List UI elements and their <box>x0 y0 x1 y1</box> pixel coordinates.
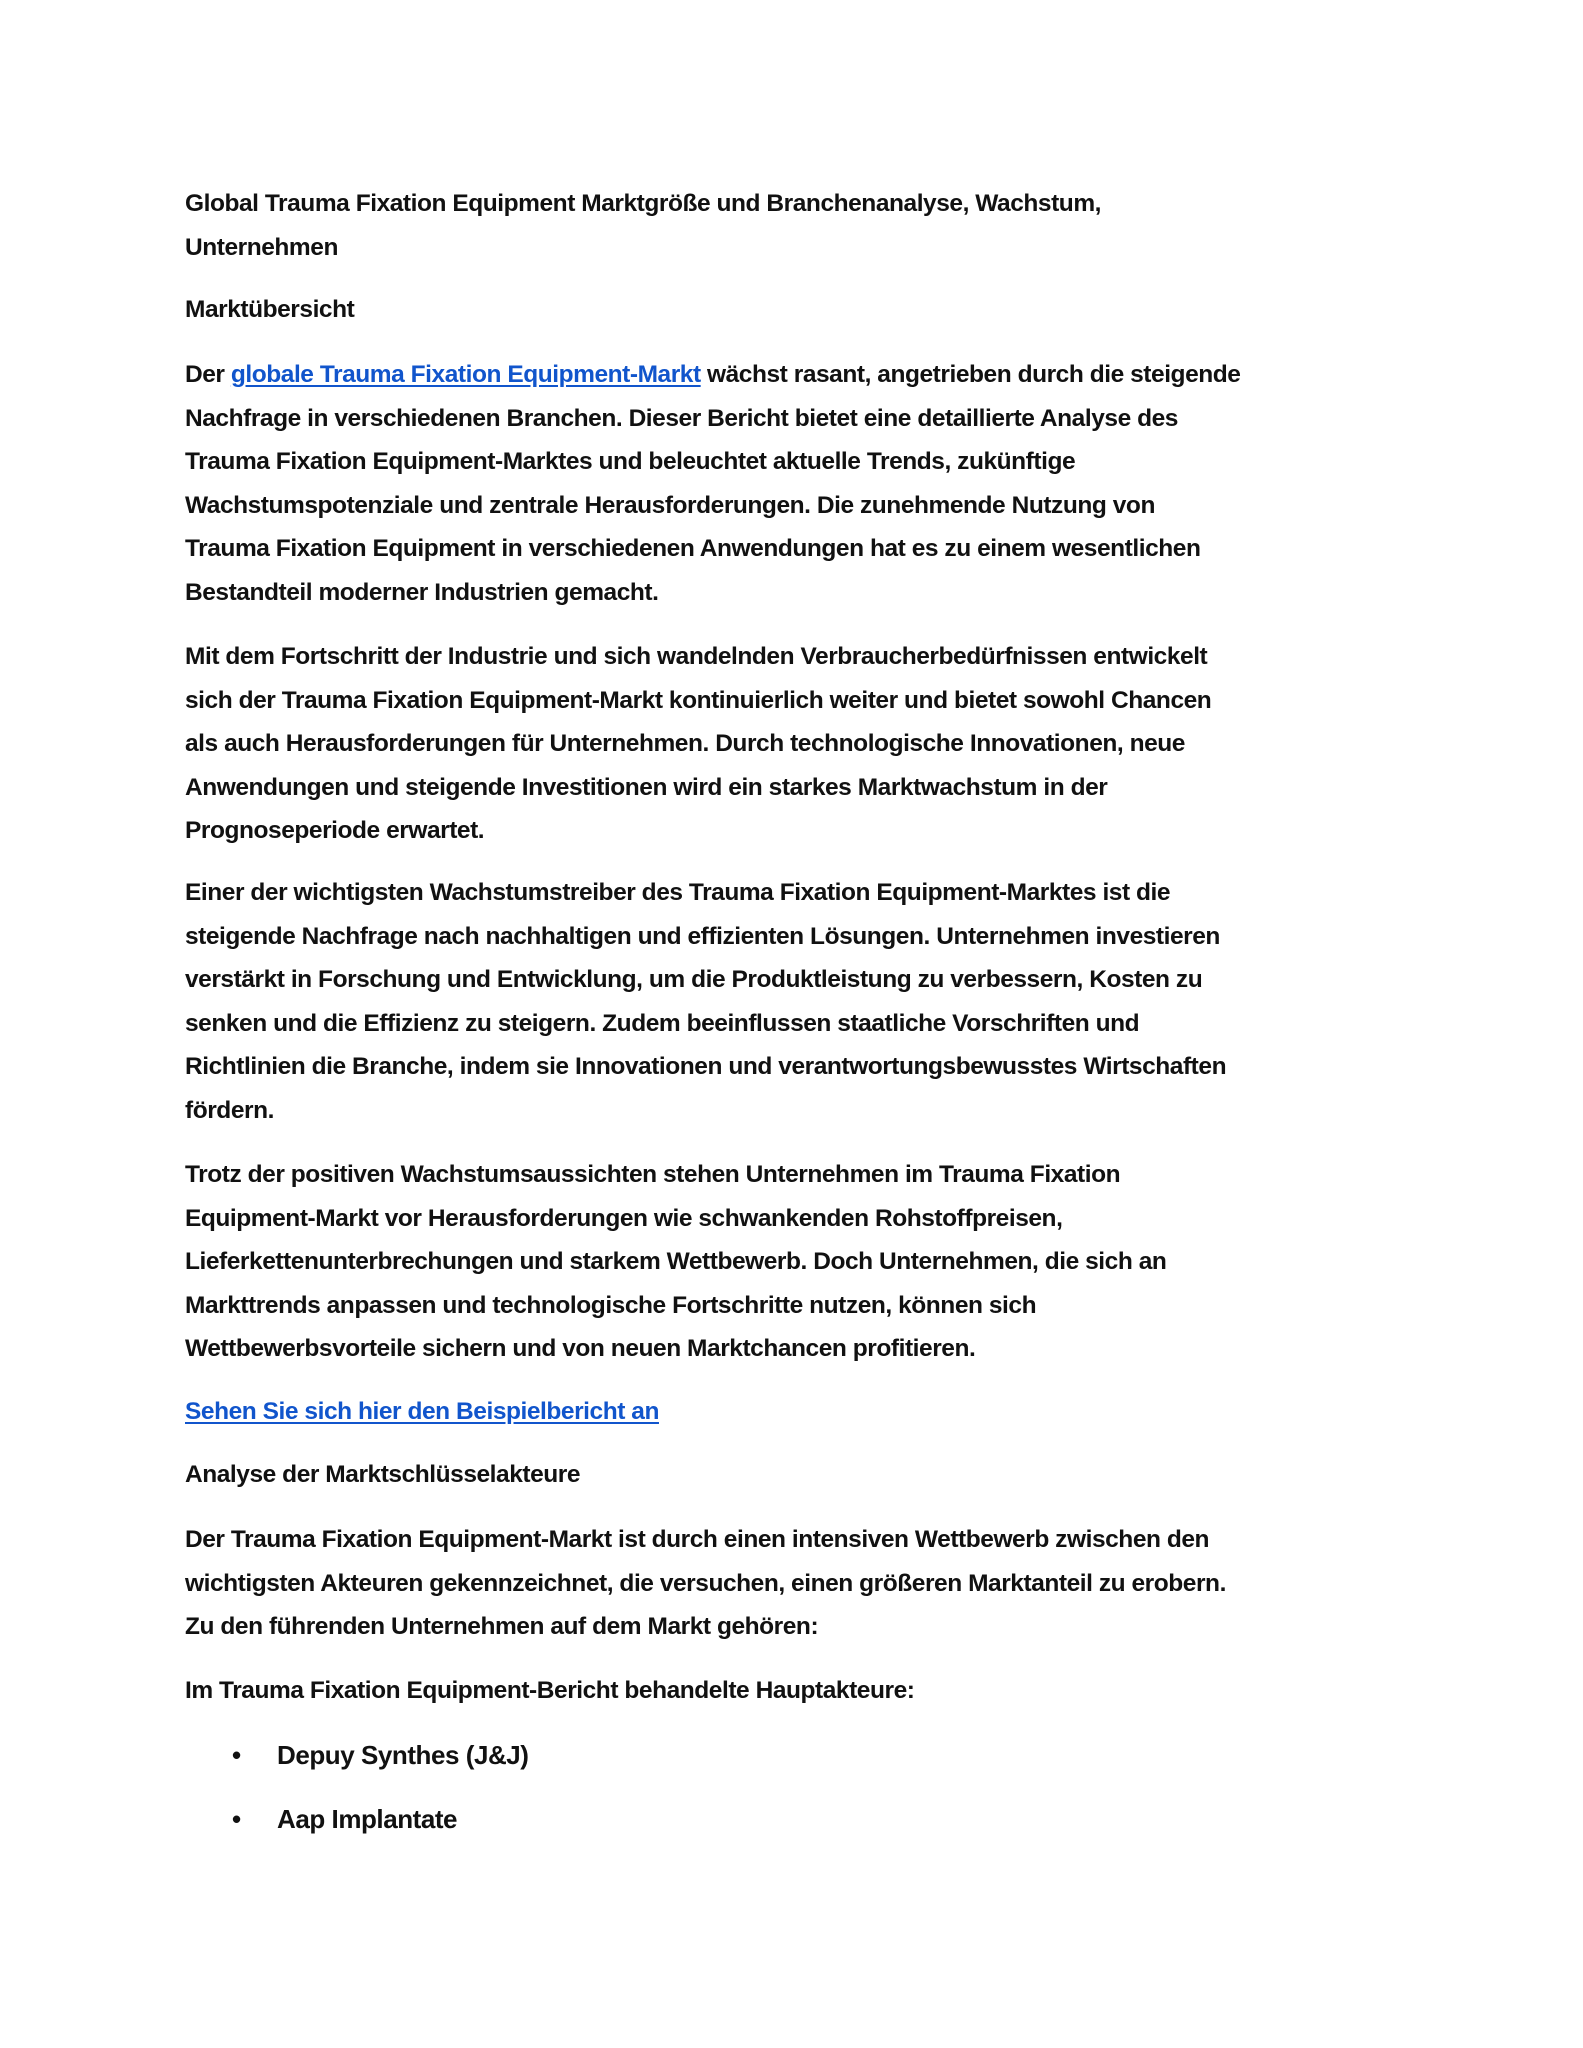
players-list <box>185 1734 1425 1841</box>
document-title <box>185 182 1425 269</box>
player-name: Depuy Synthes (J&J) <box>277 1740 529 1770</box>
paragraph-line: Nachfrage in verschiedenen Branchen. Dieser Bericht bietet eine detaillierte Analyse des <box>185 404 1178 432</box>
player-name: Aap Implantate <box>277 1803 458 1834</box>
paragraph-challenges <box>185 1153 1425 1371</box>
sample-report-link[interactable]: Sehen Sie sich hier den Beispielbericht an <box>185 1398 659 1425</box>
paragraph-line: wichtigsten Akteuren gekennzeichnet, die versuchen, einen größeren Marktanteil zu erobern. <box>185 1569 1226 1597</box>
paragraph-line: Mit dem Fortschritt der Industrie und sich wandelnden Verbraucherbedürfnissen entwickelt <box>185 643 1208 670</box>
paragraph-line: Wettbewerbsvorteile sichern und von neuen Marktchancen profitieren. <box>185 1335 976 1362</box>
market-report-link[interactable]: globale Trauma Fixation Equipment-Markt <box>230 361 701 388</box>
paragraph-line: Anwendungen und steigende Investitionen wird ein starkes Marktwachstum in der <box>185 773 1108 801</box>
players-heading <box>185 1453 1425 1497</box>
paragraph-line: als auch Herausforderungen für Unternehmen. Durch technologische Innovationen, neue <box>185 730 1185 757</box>
bullet-icon: • <box>232 1740 241 1770</box>
list-item <box>185 1734 1425 1798</box>
paragraph-intro <box>185 353 1425 614</box>
paragraph-line: Wachstumspotenziale und zentrale Herausforderungen. Die zunehmende Nutzung von <box>185 491 1155 519</box>
paragraph-line: Einer der wichtigsten Wachstumstreiber des Trauma Fixation Equipment-Marktes ist die <box>185 879 1171 906</box>
paragraph-line: Trauma Fixation Equipment in verschiedenen Anwendungen hat es zu einem wesentlichen <box>185 535 1201 562</box>
paragraph-line: Zu den führenden Unternehmen auf dem Markt gehören: <box>185 1613 819 1640</box>
paragraph-line: Trotz der positiven Wachstumsaussichten stehen Unternehmen im Trauma Fixation <box>185 1161 1121 1188</box>
paragraph-line: Markttrends anpassen und technologische Fortschritte nutzen, können sich <box>185 1291 1037 1319</box>
paragraph-line: Im Trauma Fixation Equipment-Bericht behandelte Hauptakteure: <box>185 1677 915 1704</box>
paragraph-line: Prognoseperiode erwartet. <box>185 817 485 844</box>
bullet-icon: • <box>232 1803 241 1834</box>
paragraph-line: verstärkt in Forschung und Entwicklung, um die Produktleistung zu verbessern, Kosten zu <box>185 966 1203 993</box>
paragraph-line: Lieferkettenunterbrechungen und starkem Wettbewerb. Doch Unternehmen, die sich an <box>185 1248 1167 1275</box>
paragraph-competition <box>185 1518 1425 1649</box>
paragraph-line: Equipment-Markt vor Herausforderungen wie schwankenden Rohstoffpreisen, <box>185 1204 1063 1232</box>
overview-heading <box>185 288 1425 332</box>
paragraph-line: Richtlinien die Branche, indem sie Innovationen und verantwortungsbewusstes Wirtschaften <box>185 1053 1227 1080</box>
text: Der <box>185 361 231 388</box>
paragraph-line: Der Trauma Fixation Equipment-Markt ist durch einen intensiven Wettbewerb zwischen den <box>185 1526 1210 1553</box>
sample-report-block <box>185 1390 1425 1434</box>
heading-text: Analyse der Marktschlüsselakteure <box>185 1461 581 1488</box>
paragraph-line <box>185 353 1425 397</box>
paragraph-drivers <box>185 871 1425 1132</box>
paragraph-line: sich der Trauma Fixation Equipment-Markt kontinuierlich weiter und bietet sowohl Chancen <box>185 686 1212 714</box>
players-intro <box>185 1669 1425 1713</box>
title-line: Unternehmen <box>185 233 338 261</box>
paragraph-line: Trauma Fixation Equipment-Marktes und beleuchtet aktuelle Trends, zukünftige <box>185 448 1076 475</box>
list-item <box>185 1798 1425 1842</box>
paragraph-line: steigende Nachfrage nach nachhaltigen und effizienten Lösungen. Unternehmen investieren <box>185 922 1220 950</box>
paragraph-line: Bestandteil moderner Industrien gemacht. <box>185 578 659 606</box>
heading-text: Marktübersicht <box>185 296 355 323</box>
paragraph-line: senken und die Effizienz zu steigern. Zudem beeinflussen staatliche Vorschriften und <box>185 1009 1140 1037</box>
title-line: Global Trauma Fixation Equipment Marktgröße und Branchenanalyse, Wachstum, <box>185 190 1102 217</box>
paragraph-evolution <box>185 635 1425 853</box>
paragraph-line: fördern. <box>185 1096 274 1124</box>
text: wächst rasant, angetrieben durch die steigende <box>700 361 1241 388</box>
